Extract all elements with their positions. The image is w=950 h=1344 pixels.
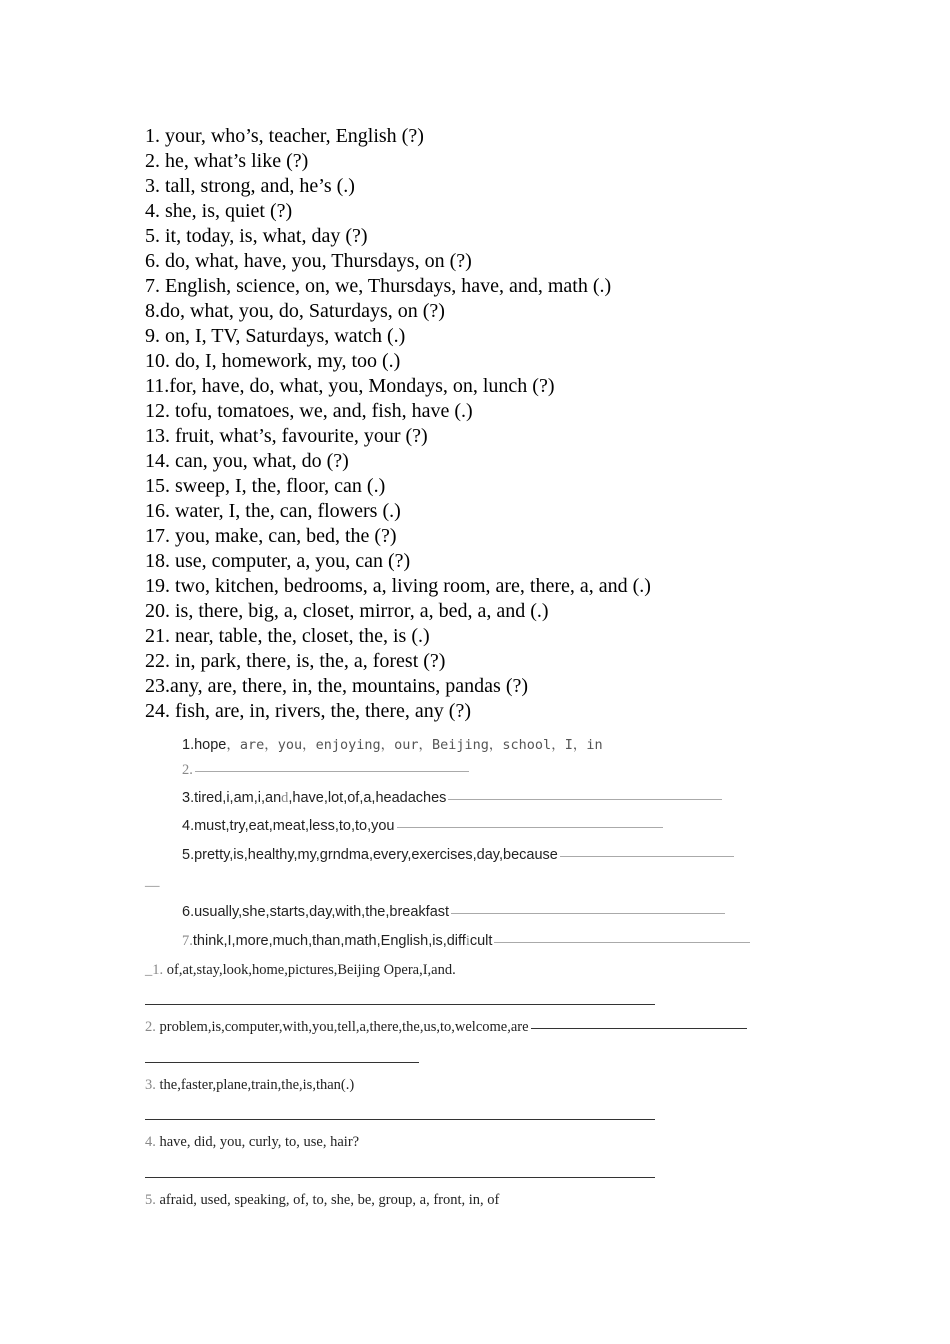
question-text: of,at,stay,look,home,pictures,Beijing Opera,I,and. (163, 962, 456, 978)
list-item (182, 733, 603, 754)
list-item: 16. water, I, the, can, flowers (.) (145, 500, 401, 522)
list-item: 13. fruit, what’s, favourite, your (?) (145, 425, 428, 447)
answer-blank[interactable] (494, 942, 750, 943)
answer-blank[interactable] (448, 799, 722, 800)
list-item: 18. use, computer, a, you, can (?) (145, 550, 411, 572)
question-number: 7. (182, 933, 193, 949)
list-item (145, 962, 456, 979)
question-text: think,I,more,much,than,math,English,is,diff (192, 933, 466, 949)
question-text: d (281, 790, 289, 806)
list-item: 3. tall, strong, and, he’s (.) (145, 175, 355, 197)
list-item: 2. he, what’s like (?) (145, 150, 309, 172)
list-item: 19. two, kitchen, bedrooms, a, living room, are, there, a, and (.) (145, 575, 651, 597)
question-text: problem,is,computer,with,you,tell,a,there,the,us,to,welcome,are (155, 1019, 529, 1035)
answer-blank[interactable] (451, 913, 725, 914)
list-item (182, 818, 663, 834)
list-item (182, 933, 750, 950)
list-item: 10. do, I, homework, my, too (.) (145, 350, 401, 372)
list-item: 14. can, you, what, do (?) (145, 450, 349, 472)
question-number: 2. (145, 1019, 156, 1035)
question-text: 5.pretty,is,healthy,my,grndma,every,exercises,day,because (182, 847, 558, 863)
list-item: 11.for, have, do, what, you, Mondays, on, lunch (?) (145, 375, 555, 397)
list-item (145, 1134, 359, 1151)
question-text: ,have,lot,of,a,headaches (288, 790, 447, 806)
list-item (145, 1077, 354, 1094)
list-item: 12. tofu, tomatoes, we, and, fish, have (.) (145, 400, 473, 422)
question-text: 4.must,try,eat,meat,less,to,to,you (182, 818, 395, 834)
list-item: 5. it, today, is, what, day (?) (145, 225, 368, 247)
question-number: _1. (145, 962, 164, 978)
list-item (182, 847, 734, 863)
list-item: 17. you, make, can, bed, the (?) (145, 525, 397, 547)
list-item: 20. is, there, big, a, closet, mirror, a, bed, a, and (.) (145, 600, 549, 622)
question-text: 6.usually,she,starts,day,with,the,breakfast (182, 904, 450, 920)
list-item: 9. on, I, TV, Saturdays, watch (.) (145, 325, 406, 347)
answer-line[interactable] (145, 1177, 655, 1178)
question-number: 4. (145, 1134, 156, 1150)
list-item: 22. in, park, there, is, the, a, forest (?) (145, 650, 446, 672)
list-item: 6. do, what, have, you, Thursdays, on (?) (145, 250, 472, 272)
answer-blank[interactable] (531, 1028, 747, 1029)
list-item (145, 1192, 499, 1209)
answer-line[interactable] (145, 1004, 655, 1005)
answer-blank[interactable] (195, 771, 469, 772)
question-text: cult (469, 933, 493, 949)
answer-line[interactable] (145, 1062, 419, 1063)
list-item (182, 904, 725, 920)
list-item: 23.any, are, there, in, the, mountains, pandas (?) (145, 675, 529, 697)
continuation-dash: — (145, 878, 160, 894)
list-item (182, 790, 722, 807)
list-item: 7. English, science, on, we, Thursdays, have, and, math (.) (145, 275, 612, 297)
question-text: ，are，you，enjoying，our，Beijing，school，I，in (226, 737, 603, 753)
question-number: 2. (182, 762, 193, 778)
list-item: 4. she, is, quiet (?) (145, 200, 293, 222)
answer-line[interactable] (145, 1119, 655, 1120)
question-text: the,faster,plane,train,the,is,than(.) (155, 1077, 355, 1093)
question-text: 3.tired,i,am,i,an (182, 790, 282, 806)
list-item: 8.do, what, you, do, Saturdays, on (?) (145, 300, 445, 322)
answer-blank[interactable] (397, 827, 663, 828)
list-item: 1. your, who’s, teacher, English (?) (145, 125, 424, 147)
list-item: 15. sweep, I, the, floor, can (.) (145, 475, 386, 497)
question-number: 3. (145, 1077, 156, 1093)
question-text: have, did, you, curly, to, use, hair? (155, 1134, 360, 1150)
question-number: 5. (145, 1192, 156, 1208)
list-item (182, 762, 469, 779)
list-item: 21. near, table, the, closet, the, is (.) (145, 625, 430, 647)
question-text: afraid, used, speaking, of, to, she, be, group, a, front, in, of (155, 1192, 500, 1208)
list-item (145, 1019, 747, 1036)
question-number: 1.hope (182, 737, 227, 753)
question-text: i (465, 933, 470, 949)
answer-blank[interactable] (560, 856, 734, 857)
list-item: 24. fish, are, in, rivers, the, there, any (?) (145, 700, 471, 722)
